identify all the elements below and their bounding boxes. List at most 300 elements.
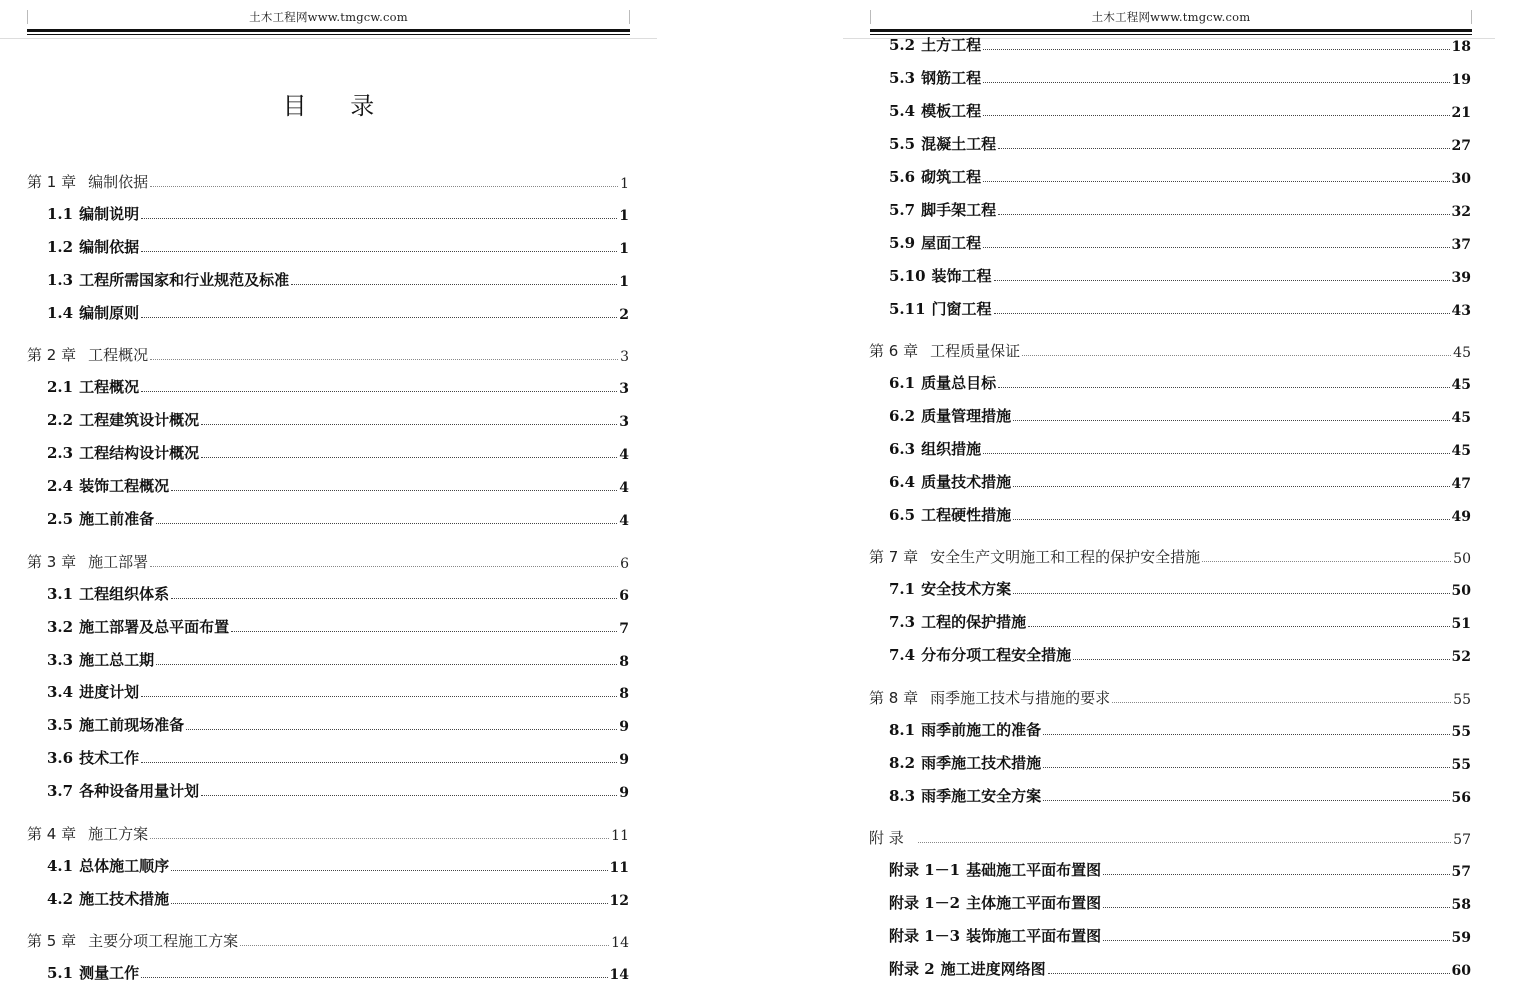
toc-section-entry xyxy=(889,858,1471,880)
toc-section-entry xyxy=(889,99,1471,121)
toc-entry-label xyxy=(889,34,981,55)
toc-entry-number: 第 6 章 xyxy=(869,342,919,360)
toc-page-number: 57 xyxy=(1453,832,1471,848)
toc-page-number: 39 xyxy=(1451,270,1471,286)
toc-page-number: 27 xyxy=(1451,138,1471,154)
toc-entry-title: 主体施工平面布置图 xyxy=(966,894,1102,912)
toc-entry-number: 2.2 xyxy=(47,411,74,429)
toc-entry-number: 8.1 xyxy=(889,721,916,739)
toc-page-number: 60 xyxy=(1451,963,1471,979)
toc-page-number: 45 xyxy=(1451,377,1471,393)
toc-entry-label xyxy=(27,930,238,951)
toc-page-number: 45 xyxy=(1451,443,1471,459)
toc-entry-label xyxy=(889,265,992,286)
toc-page-number: 14 xyxy=(611,935,629,951)
toc-section-entry xyxy=(47,268,629,290)
toc-page-number: 50 xyxy=(1451,583,1471,599)
toc-entry-title: 技术工作 xyxy=(79,749,140,767)
toc-entry-label xyxy=(47,616,229,637)
toc-section-entry xyxy=(889,610,1471,632)
toc-entry-number: 7.3 xyxy=(889,613,916,631)
toc-page-number: 43 xyxy=(1451,303,1471,319)
toc-entry-number: 附 录 xyxy=(869,829,904,847)
toc-entry-label xyxy=(47,780,199,801)
toc-section-entry xyxy=(47,301,629,323)
toc-leader-dots xyxy=(141,762,617,763)
toc-entry-title: 施工总工期 xyxy=(79,651,155,669)
toc-entry-label xyxy=(47,302,139,323)
toc-entry-title: 土方工程 xyxy=(921,36,982,54)
toc-entry-number: 5.4 xyxy=(889,102,916,120)
toc-entry-number: 3.7 xyxy=(47,782,74,800)
toc-entry-label xyxy=(889,859,1101,880)
toc-entry-title: 测量工作 xyxy=(79,964,140,982)
toc-entry-title: 施工部署 xyxy=(88,553,149,571)
toc-page-number: 18 xyxy=(1451,39,1471,55)
toc-section-entry xyxy=(889,404,1471,426)
toc-entry-label xyxy=(889,405,1011,426)
toc-entry-title: 施工前现场准备 xyxy=(79,716,185,734)
toc-section-entry xyxy=(889,924,1471,946)
toc-chapter-entry xyxy=(27,822,629,844)
toc-entry-label xyxy=(47,888,169,909)
toc-entry-title: 安全技术方案 xyxy=(921,580,1012,598)
toc-entry-label xyxy=(869,827,916,848)
toc-entry-title: 装饰工程 xyxy=(931,267,992,285)
toc-leader-dots xyxy=(141,251,617,252)
toc-entry-title: 施工部署及总平面布置 xyxy=(79,618,230,636)
toc-leader-dots xyxy=(156,523,617,524)
toc-entry-number: 附录 1－3 xyxy=(889,927,961,945)
toc-entry-number: 4.2 xyxy=(47,890,74,908)
toc-entry-title: 编制说明 xyxy=(79,205,140,223)
toc-leader-dots xyxy=(150,566,618,567)
toc-page-number: 14 xyxy=(609,967,629,983)
toc-chapter-entry xyxy=(27,929,629,951)
toc-entry-label xyxy=(889,892,1101,913)
toc-entry-number: 4.1 xyxy=(47,857,74,875)
toc-leader-dots xyxy=(1202,561,1451,562)
toc-leader-dots xyxy=(1112,702,1451,703)
toc-section-entry xyxy=(47,441,629,463)
toc-entry-title: 工程建筑设计概况 xyxy=(79,411,200,429)
header-site-text: 土木工程网www.tmgcw.com xyxy=(1091,10,1251,24)
header-rule-thick xyxy=(870,29,1472,32)
toc-entry-number: 3.4 xyxy=(47,683,74,701)
toc-leader-dots xyxy=(1043,734,1449,735)
toc-leader-dots xyxy=(231,631,617,632)
toc-section-entry xyxy=(47,680,629,702)
toc-entry-title: 工程结构设计概况 xyxy=(79,444,200,462)
toc-leader-dots xyxy=(171,870,607,871)
toc-page-number: 4 xyxy=(619,447,629,463)
toc-entry-label xyxy=(889,644,1071,665)
toc-entry-number: 6.3 xyxy=(889,440,916,458)
toc-entry-number: 5.5 xyxy=(889,135,916,153)
toc-page-number: 1 xyxy=(620,176,629,192)
toc-leader-dots xyxy=(1103,940,1449,941)
toc-entry-title: 主要分项工程施工方案 xyxy=(88,932,239,950)
toc-entry-title: 雨季施工技术与措施的要求 xyxy=(930,689,1111,707)
toc-page-number: 11 xyxy=(611,828,629,844)
toc-entry-label xyxy=(889,611,1026,632)
toc-section-entry xyxy=(47,615,629,637)
toc-page-number: 6 xyxy=(619,588,629,604)
toc-entry-title: 门窗工程 xyxy=(931,300,992,318)
toc-section-entry xyxy=(889,437,1471,459)
toc-entry-number: 2.1 xyxy=(47,378,74,396)
toc-page-number: 6 xyxy=(620,556,629,572)
toc-page-number: 45 xyxy=(1451,410,1471,426)
toc-entry-number: 2.5 xyxy=(47,510,74,528)
toc-section-entry xyxy=(889,264,1471,286)
toc-title: 目 录 xyxy=(282,92,393,120)
header-site-text: 土木工程网www.tmgcw.com xyxy=(249,10,408,24)
document-page-right xyxy=(843,0,1537,1002)
toc-leader-dots xyxy=(1043,767,1449,768)
toc-entry-number: 第 5 章 xyxy=(27,932,77,950)
toc-page-number: 7 xyxy=(619,621,629,637)
toc-entry-label xyxy=(889,133,996,154)
toc-entry-label xyxy=(47,442,199,463)
toc-entry-label xyxy=(869,687,1110,708)
toc-leader-dots xyxy=(240,945,609,946)
toc-section-entry xyxy=(889,718,1471,740)
toc-page-number: 49 xyxy=(1451,509,1471,525)
toc-section-entry xyxy=(889,231,1471,253)
toc-leader-dots xyxy=(150,359,618,360)
toc-leader-dots xyxy=(1013,486,1449,487)
toc-leader-dots xyxy=(1103,874,1449,875)
toc-entry-label xyxy=(889,438,981,459)
toc-entry-title: 各种设备用量计划 xyxy=(79,782,200,800)
toc-leader-dots xyxy=(1073,659,1449,660)
toc-entry-title: 编制依据 xyxy=(88,173,149,191)
toc-leader-dots xyxy=(1013,593,1449,594)
toc-leader-dots xyxy=(141,391,617,392)
toc-page-number: 9 xyxy=(619,785,629,801)
toc-entry-number: 8.2 xyxy=(889,754,916,772)
toc-entry-title: 工程质量保证 xyxy=(930,342,1021,360)
toc-entry-number: 附录 2 xyxy=(889,960,935,978)
toc-leader-dots xyxy=(141,218,617,219)
toc-leader-dots xyxy=(1048,973,1450,974)
toc-entry-title: 混凝土工程 xyxy=(921,135,997,153)
toc-entry-number: 附录 1－1 xyxy=(889,861,961,879)
toc-entry-label xyxy=(47,747,139,768)
toc-entry-number: 1.2 xyxy=(47,238,74,256)
toc-page-number: 59 xyxy=(1451,930,1471,946)
toc-leader-dots xyxy=(918,842,1451,843)
toc-entry-title: 编制原则 xyxy=(79,304,140,322)
toc-entry-number: 6.5 xyxy=(889,506,916,524)
toc-page-number: 58 xyxy=(1451,897,1471,913)
toc-leader-dots xyxy=(983,247,1449,248)
toc-leader-dots xyxy=(1013,519,1449,520)
toc-section-entry xyxy=(889,503,1471,525)
toc-entry-label xyxy=(47,236,139,257)
toc-chapter-entry xyxy=(869,826,1471,848)
toc-section-entry xyxy=(889,470,1471,492)
toc-entry-title: 工程所需国家和行业规范及标准 xyxy=(79,271,290,289)
toc-entry-title: 施工技术措施 xyxy=(79,890,170,908)
toc-page-number: 19 xyxy=(1451,72,1471,88)
toc-chapter-entry xyxy=(27,170,629,192)
toc-chapter-entry xyxy=(27,550,629,572)
toc-leader-dots xyxy=(983,82,1449,83)
toc-entry-number: 5.2 xyxy=(889,36,916,54)
toc-section-entry xyxy=(889,66,1471,88)
toc-entry-number: 第 2 章 xyxy=(27,346,77,364)
toc-entry-label xyxy=(889,298,992,319)
toc-section-entry xyxy=(889,165,1471,187)
toc-entry-label xyxy=(47,508,154,529)
toc-page-number: 30 xyxy=(1451,171,1471,187)
toc-page-number: 45 xyxy=(1453,345,1471,361)
toc-section-entry xyxy=(47,887,629,909)
toc-page-number: 51 xyxy=(1451,616,1471,632)
toc-page-number: 11 xyxy=(609,860,629,876)
toc-entry-title: 进度计划 xyxy=(79,683,140,701)
toc-entry-number: 7.4 xyxy=(889,646,916,664)
toc-entry-label xyxy=(889,578,1011,599)
toc-page-number: 52 xyxy=(1451,649,1471,665)
toc-entry-title: 总体施工顺序 xyxy=(79,857,170,875)
toc-entry-number: 7.1 xyxy=(889,580,916,598)
toc-entry-title: 雨季前施工的准备 xyxy=(921,721,1042,739)
toc-page-number: 3 xyxy=(620,349,629,365)
toc-entry-label xyxy=(869,546,1200,567)
toc-page-number: 3 xyxy=(619,414,629,430)
toc-entry-number: 5.9 xyxy=(889,234,916,252)
toc-page-number: 9 xyxy=(619,752,629,768)
toc-page-number: 8 xyxy=(619,654,629,670)
toc-page-number: 32 xyxy=(1451,204,1471,220)
toc-entry-number: 5.7 xyxy=(889,201,916,219)
toc-entry-label xyxy=(47,962,139,983)
toc-entry-number: 5.6 xyxy=(889,168,916,186)
toc-section-entry xyxy=(47,408,629,430)
toc-entry-number: 附录 1－2 xyxy=(889,894,961,912)
toc-entry-title: 组织措施 xyxy=(921,440,982,458)
toc-entry-label xyxy=(47,855,169,876)
toc-entry-title: 工程概况 xyxy=(88,346,149,364)
toc-entry-label xyxy=(889,752,1041,773)
toc-leader-dots xyxy=(150,838,609,839)
toc-entry-label xyxy=(889,958,1046,979)
toc-entry-label xyxy=(47,714,184,735)
toc-entry-number: 第 1 章 xyxy=(27,173,77,191)
toc-page-number: 2 xyxy=(619,307,629,323)
toc-section-entry xyxy=(47,854,629,876)
toc-entry-number: 3.6 xyxy=(47,749,74,767)
toc-section-entry xyxy=(47,235,629,257)
toc-entry-title: 工程的保护措施 xyxy=(921,613,1027,631)
toc-page-number: 47 xyxy=(1451,476,1471,492)
toc-section-entry xyxy=(889,33,1471,55)
toc-leader-dots xyxy=(1028,626,1449,627)
toc-entry-number: 3.5 xyxy=(47,716,74,734)
toc-leader-dots xyxy=(156,664,617,665)
toc-page-number: 4 xyxy=(619,480,629,496)
toc-page-number: 3 xyxy=(619,381,629,397)
toc-leader-dots xyxy=(1022,355,1451,356)
toc-entry-number: 5.1 xyxy=(47,964,74,982)
toc-page-number: 55 xyxy=(1451,757,1471,773)
page-header xyxy=(27,0,630,36)
toc-section-entry xyxy=(889,132,1471,154)
toc-page-number: 1 xyxy=(619,208,629,224)
toc-page-number: 55 xyxy=(1453,692,1471,708)
toc-entry-number: 6.4 xyxy=(889,473,916,491)
toc-leader-dots xyxy=(201,795,617,796)
header-rule-thin xyxy=(27,34,630,35)
toc-entry-title: 装饰施工平面布置图 xyxy=(966,927,1102,945)
toc-entry-title: 编制依据 xyxy=(79,238,140,256)
toc-entry-label xyxy=(47,269,289,290)
toc-page-number: 50 xyxy=(1453,551,1471,567)
toc-section-entry xyxy=(889,751,1471,773)
toc-entry-label xyxy=(889,372,996,393)
toc-entry-label xyxy=(889,504,1011,525)
toc-entry-title: 安全生产文明施工和工程的保护安全措施 xyxy=(930,548,1201,566)
toc-entry-title: 施工前准备 xyxy=(79,510,155,528)
toc-section-entry xyxy=(47,713,629,735)
toc-entry-title: 分布分项工程安全措施 xyxy=(921,646,1072,664)
toc-leader-dots xyxy=(186,729,617,730)
toc-entry-title: 施工进度网络图 xyxy=(940,960,1046,978)
toc-entry-number: 6.2 xyxy=(889,407,916,425)
toc-page-number: 9 xyxy=(619,719,629,735)
toc-entry-label xyxy=(47,649,154,670)
toc-leader-dots xyxy=(141,696,617,697)
toc-leader-dots xyxy=(150,186,618,187)
toc-entry-title: 砌筑工程 xyxy=(921,168,982,186)
toc-entry-title: 脚手架工程 xyxy=(921,201,997,219)
toc-leader-dots xyxy=(201,424,617,425)
toc-page-number: 8 xyxy=(619,686,629,702)
toc-entry-title: 雨季施工安全方案 xyxy=(921,787,1042,805)
toc-leader-dots xyxy=(994,280,1450,281)
toc-leader-dots xyxy=(983,115,1449,116)
page-header xyxy=(870,0,1472,36)
toc-entry-label xyxy=(27,344,148,365)
toc-section-entry xyxy=(889,371,1471,393)
toc-leader-dots xyxy=(994,313,1450,314)
toc-entry-title: 钢筋工程 xyxy=(921,69,982,87)
toc-section-entry xyxy=(889,957,1471,979)
toc-entry-number: 5.10 xyxy=(889,267,926,285)
toc-entry-label xyxy=(47,203,139,224)
toc-page-number: 1 xyxy=(619,274,629,290)
toc-section-entry xyxy=(47,648,629,670)
toc-leader-dots xyxy=(171,490,617,491)
toc-leader-dots xyxy=(201,457,617,458)
toc-section-entry xyxy=(47,779,629,801)
toc-entry-label xyxy=(869,340,1020,361)
toc-entry-title: 质量技术措施 xyxy=(921,473,1012,491)
toc-leader-dots xyxy=(1013,420,1449,421)
toc-section-entry xyxy=(47,375,629,397)
toc-section-entry xyxy=(47,474,629,496)
toc-entry-number: 3.2 xyxy=(47,618,74,636)
toc-entry-label xyxy=(27,551,148,572)
toc-entry-title: 雨季施工技术措施 xyxy=(921,754,1042,772)
toc-leader-dots xyxy=(171,598,617,599)
toc-entry-number: 8.3 xyxy=(889,787,916,805)
toc-section-entry xyxy=(889,784,1471,806)
toc-leader-dots xyxy=(998,148,1449,149)
toc-entry-label xyxy=(889,232,981,253)
toc-section-entry xyxy=(47,582,629,604)
toc-entry-number: 第 3 章 xyxy=(27,553,77,571)
toc-page-number: 12 xyxy=(609,893,629,909)
toc-chapter-entry xyxy=(869,686,1471,708)
toc-section-entry xyxy=(47,961,629,983)
toc-page-number: 4 xyxy=(619,513,629,529)
toc-page-number: 55 xyxy=(1451,724,1471,740)
toc-section-entry xyxy=(47,202,629,224)
toc-leader-dots xyxy=(1043,800,1449,801)
toc-entry-number: 第 8 章 xyxy=(869,689,919,707)
toc-entry-title: 质量总目标 xyxy=(921,374,997,392)
toc-section-entry xyxy=(889,577,1471,599)
toc-entry-label xyxy=(889,471,1011,492)
toc-section-entry xyxy=(889,891,1471,913)
toc-leader-dots xyxy=(998,387,1449,388)
toc-page-number: 1 xyxy=(619,241,629,257)
toc-entry-label xyxy=(889,785,1041,806)
toc-entry-number: 1.1 xyxy=(47,205,74,223)
toc-leader-dots xyxy=(983,453,1449,454)
toc-entry-title: 质量管理措施 xyxy=(921,407,1012,425)
toc-entry-title: 工程概况 xyxy=(79,378,140,396)
toc-page-number: 56 xyxy=(1451,790,1471,806)
toc-entry-label xyxy=(889,100,981,121)
toc-section-entry xyxy=(889,297,1471,319)
toc-entry-number: 第 4 章 xyxy=(27,825,77,843)
toc-entry-label xyxy=(889,719,1041,740)
toc-entry-label xyxy=(47,475,169,496)
toc-entry-number: 6.1 xyxy=(889,374,916,392)
toc-entry-number: 3.1 xyxy=(47,585,74,603)
toc-entry-number: 2.4 xyxy=(47,477,74,495)
toc-entry-label xyxy=(889,199,996,220)
toc-entry-number: 3.3 xyxy=(47,651,74,669)
page-top-edge xyxy=(0,38,657,39)
toc-page-number: 37 xyxy=(1451,237,1471,253)
toc-entry-title: 工程硬性措施 xyxy=(921,506,1012,524)
toc-section-entry xyxy=(889,198,1471,220)
toc-entry-title: 施工方案 xyxy=(88,825,149,843)
toc-entry-label xyxy=(889,166,981,187)
toc-leader-dots xyxy=(1103,907,1449,908)
toc-chapter-entry xyxy=(27,343,629,365)
toc-entry-label xyxy=(27,823,148,844)
toc-entry-title: 工程组织体系 xyxy=(79,585,170,603)
toc-entry-title: 装饰工程概况 xyxy=(79,477,170,495)
toc-entry-label xyxy=(27,171,148,192)
toc-leader-dots xyxy=(291,284,617,285)
toc-page-number: 21 xyxy=(1451,105,1471,121)
toc-entry-number: 2.3 xyxy=(47,444,74,462)
toc-entry-label xyxy=(889,67,981,88)
toc-entry-number: 5.11 xyxy=(889,300,926,318)
toc-entry-number: 1.3 xyxy=(47,271,74,289)
toc-section-entry xyxy=(47,507,629,529)
toc-entry-label xyxy=(47,681,139,702)
toc-entry-label xyxy=(47,583,169,604)
